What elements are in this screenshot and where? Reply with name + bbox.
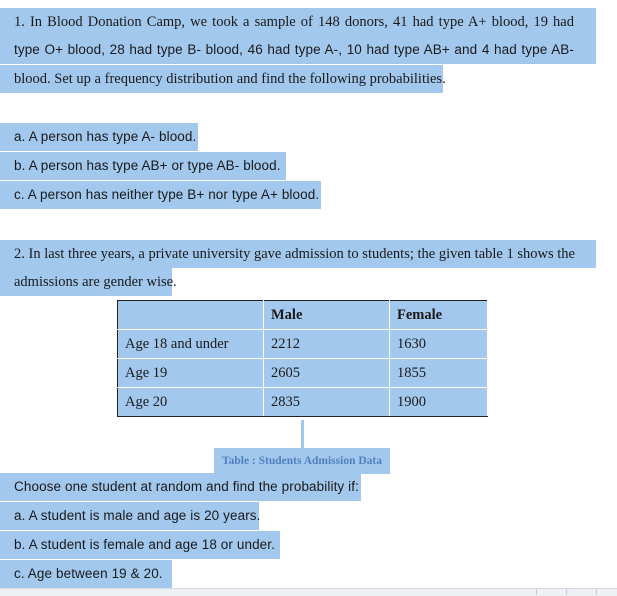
table-row bbox=[118, 330, 491, 359]
table-cell: Age 18 and under bbox=[118, 330, 264, 359]
table-cell: 2605 bbox=[264, 359, 390, 388]
table-cell: Age 19 bbox=[118, 359, 264, 388]
q2-prompt: Choose one student at random and find the probability if: bbox=[0, 473, 361, 501]
table-cell bbox=[118, 301, 264, 330]
q2-part-b: b. A student is female and age 18 or under. bbox=[0, 531, 280, 559]
q1-part-a: a. A person has type A- blood. bbox=[0, 123, 198, 151]
table-cell: 2835 bbox=[264, 388, 390, 417]
table-header-row bbox=[118, 301, 491, 330]
q2-line-2: admissions are gender wise. bbox=[0, 268, 172, 296]
table-header-male: Male bbox=[264, 301, 390, 330]
admissions-table bbox=[117, 300, 491, 417]
q2-part-c: c. Age between 19 & 20. bbox=[0, 560, 172, 588]
q2-part-a: a. A student is male and age is 20 years. bbox=[0, 502, 259, 530]
table-cell: 1855 bbox=[390, 359, 488, 388]
q1-part-c: c. A person has neither type B+ nor type A+ blood. bbox=[0, 181, 321, 209]
table-header-female: Female bbox=[390, 301, 488, 330]
q1-line-1: 1. In Blood Donation Camp, we took a sample of 148 donors, 41 had type A+ blood, 19 had bbox=[0, 8, 596, 36]
caption-anchor-line bbox=[301, 420, 304, 450]
table-row bbox=[118, 359, 491, 388]
table-cell: Age 20 bbox=[118, 388, 264, 417]
q1-line-3: blood. Set up a frequency distribution and find the following probabilities. bbox=[0, 65, 443, 93]
q1-line-2: type O+ blood, 28 had type B- blood, 46 had type A-, 10 had type AB+ and 4 had type AB- bbox=[0, 36, 596, 64]
table-caption: Table : Students Admission Data bbox=[214, 448, 390, 474]
table-row bbox=[118, 388, 491, 417]
table-cell: 2212 bbox=[264, 330, 390, 359]
table-cell: 1900 bbox=[390, 388, 488, 417]
q1-part-b: b. A person has type AB+ or type AB- blood. bbox=[0, 152, 286, 180]
table-cell: 1630 bbox=[390, 330, 488, 359]
q2-line-1: 2. In last three years, a private university gave admission to students; the given table 1 shows the bbox=[0, 240, 596, 268]
